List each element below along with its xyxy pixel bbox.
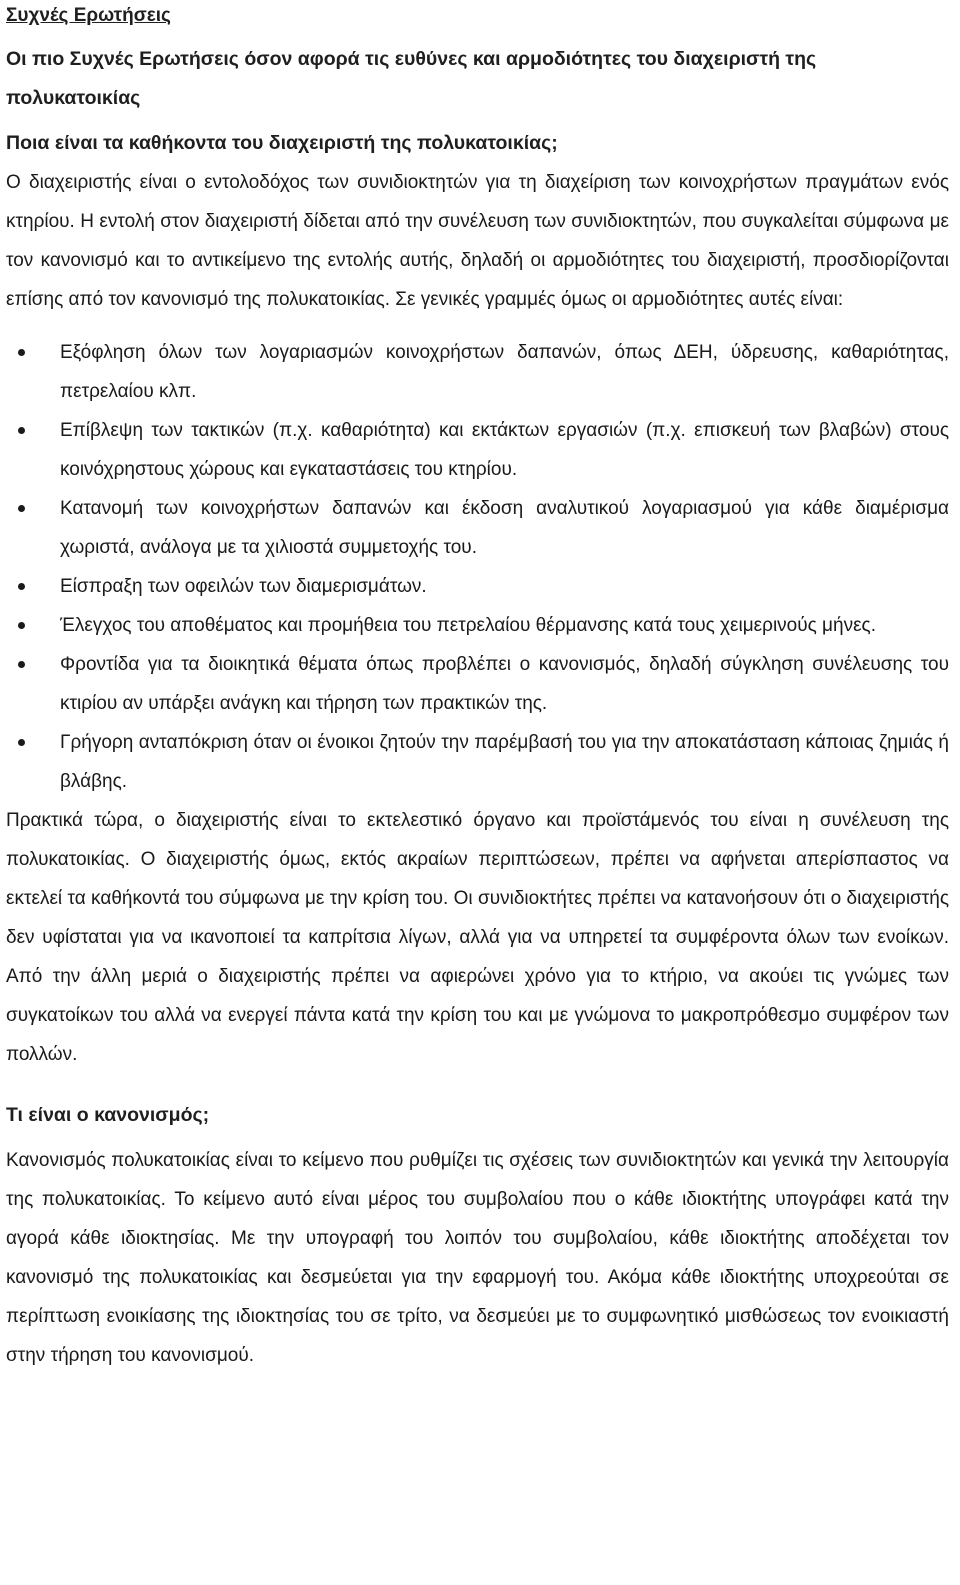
section-heading: Οι πιο Συχνές Ερωτήσεις όσον αφορά τις ευθύνες και αρμοδιότητες του διαχειριστή της πολυκατοικίας [6, 48, 817, 109]
list-item-text: Επίβλεψη των τακτικών (π.χ. καθαριότητα) και εκτάκτων εργασιών (π.χ. επισκευή των βλαβών) στους κοινόχρηστους χώρους και εγκαταστάσεις του κτηρίου. [60, 420, 949, 480]
list-item [6, 645, 949, 723]
list-item-text: Είσπραξη των οφειλών των διαμερισμάτων. [60, 576, 427, 597]
list-item-text: Γρήγορη ανταπόκριση όταν οι ένοικοι ζητούν την παρέμβασή του για την αποκατάσταση κάποιας ζημιάς ή βλάβης. [60, 732, 949, 792]
list-item [6, 567, 949, 606]
duties-intro-paragraph: Ο διαχειριστής είναι ο εντολοδόχος των συνιδιοκτητών για τη διαχείριση των κοινοχρήστων πραγμάτων ενός κτηρίου. Η εντολή στον διαχειριστή δίδεται από την συνέλευση των συνιδιοκτητών, που συγκαλείται σύμφωνα με τον κανονισμό και το αντικείμενο της εντολής αυτής, δηλαδή οι αρμοδιότητες του διαχειριστή, προσδιορίζονται επίσης από τον κανονισμό της πολυκατοικίας. Σε γενικές γραμμές όμως οι αρμοδιότητες αυτές είναι: [6, 172, 949, 310]
regulation-answer-paragraph: Κανονισμός πολυκατοικίας είναι το κείμενο που ρυθμίζει τις σχέσεις των συνιδιοκτητών και γενικά την λειτουργία της πολυκατοικίας. Το κείμενο αυτό είναι μέρος του συμβολαίου που ο κάθε ιδιοκτήτης υπογράφει κατά την αγορά κάθε ιδιοκτησίας. Με την υπογραφή του λοιπόν του συμβολαίου, κάθε ιδιοκτήτης αποδέχεται τον κανονισμό της πολυκατοικίας και δεσμεύεται για την εφαρμογή του. Ακόμα κάθε ιδιοκτήτης υποχρεούται σε περίπτωση ενοικίασης της ιδιοκτησίας του σε τρίτο, να δεσμεύει με το συμφωνητικό μισθώσεως τον ενοικιαστή στην τήρηση του κανονισμού. [6, 1150, 949, 1366]
list-item [6, 606, 949, 645]
list-item [6, 723, 949, 801]
list-item-text: Έλεγχος του αποθέματος και προμήθεια του πετρελαίου θέρμανσης κατά τους χειμερινούς μήνες. [60, 615, 876, 636]
bullet-icon [18, 622, 25, 629]
question-duties: Ποια είναι τα καθήκοντα του διαχειριστή της πολυκατοικίας; [6, 132, 558, 154]
bullet-icon [18, 349, 25, 356]
duties-list [6, 333, 949, 801]
list-item-text: Φροντίδα για τα διοικητικά θέματα όπως προβλέπει ο κανονισμός, δηλαδή σύγκληση συνέλευσης του κτιρίου αν υπάρξει ανάγκη και τήρηση των πρακτικών της. [60, 654, 949, 714]
duties-closing-paragraph: Πρακτικά τώρα, ο διαχειριστής είναι το εκτελεστικό όργανο και προϊστάμενός του είναι η συνέλευση της πολυκατοικίας. Ο διαχειριστής όμως, εκτός ακραίων περιπτώσεων, πρέπει να αφήνεται απερίσπαστος να εκτελεί τα καθήκοντά του σύμφωνα με την κρίση του. Οι συνιδιοκτήτες πρέπει να κατανοήσουν ότι ο διαχειριστής δεν υφίσταται για να ικανοποιεί τα καπρίτσια λίγων, αλλά για να υπηρετεί τα συμφέροντα όλων των ενοίκων. Από την άλλη μεριά ο διαχειριστής πρέπει να αφιερώνει χρόνο για το κτήριο, να ακούει τις γνώμες των συγκατοίκων του αλλά να ενεργεί πάντα κατά την κρίση του και με γνώμονα το μακροπρόθεσμο συμφέρον των πολλών. [6, 810, 949, 1065]
list-item [6, 489, 949, 567]
document-title: Συχνές Ερωτήσεις [6, 5, 171, 26]
list-item [6, 333, 949, 411]
bullet-icon [18, 661, 25, 668]
question-regulation: Τι είναι ο κανονισμός; [6, 1104, 210, 1126]
bullet-icon [18, 739, 25, 746]
bullet-icon [18, 427, 25, 434]
list-item-text: Εξόφληση όλων των λογαριασμών κοινοχρήστων δαπανών, όπως ΔΕΗ, ύδρευσης, καθαριότητας, πετρελαίου κλπ. [60, 342, 949, 402]
list-item-text: Κατανομή των κοινοχρήστων δαπανών και έκδοση αναλυτικού λογαριασμού για κάθε διαμέρισμα χωριστά, ανάλογα με τα χιλιοστά συμμετοχής του. [60, 498, 949, 558]
list-item [6, 411, 949, 489]
bullet-icon [18, 505, 25, 512]
document-page [6, 0, 949, 1375]
bullet-icon [18, 583, 25, 590]
